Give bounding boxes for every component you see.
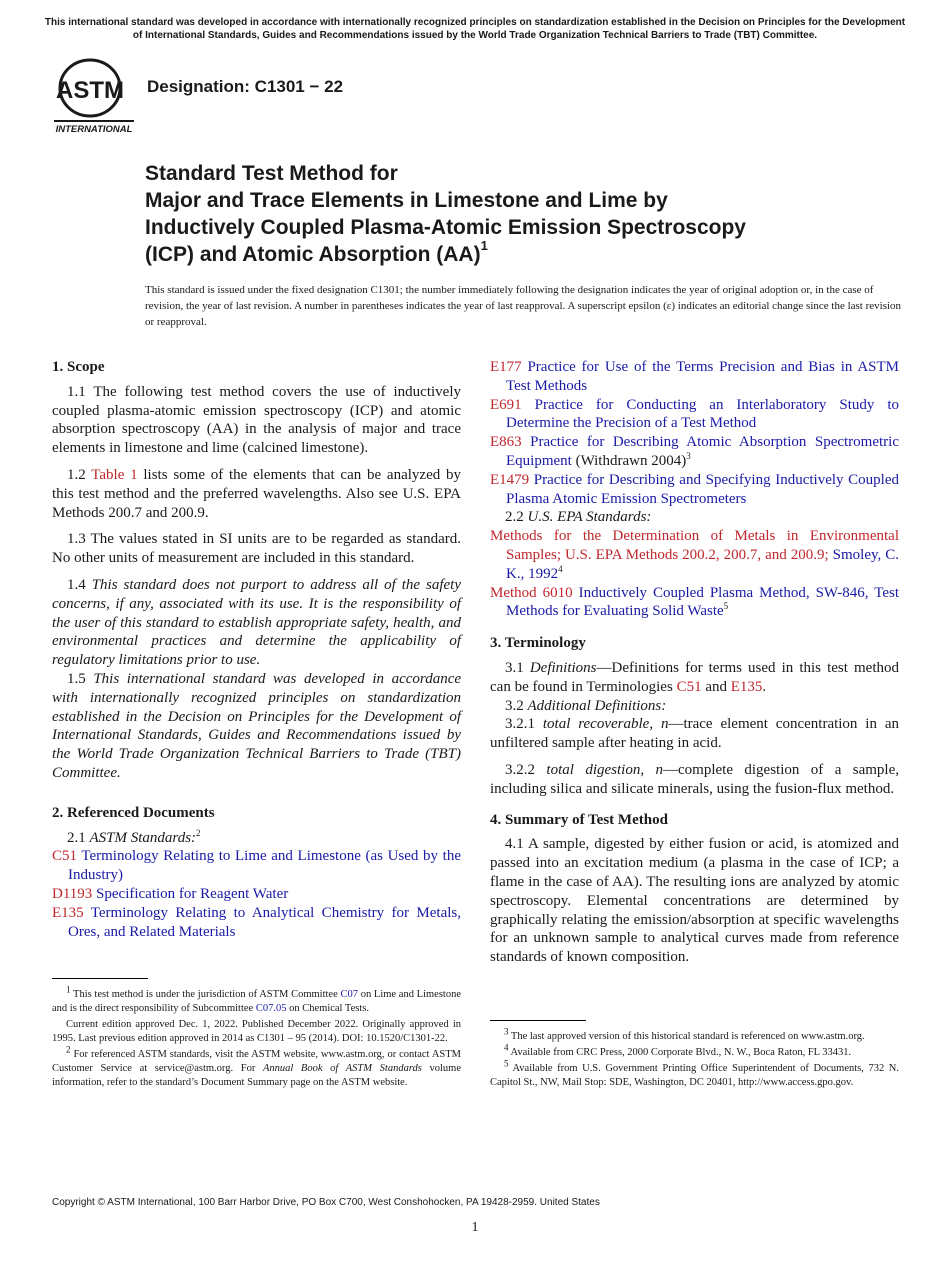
ref-d1193 (52, 885, 461, 904)
ref-e177-title[interactable]: Practice for Use of the Terms Precision and Bias in ASTM Test Methods (506, 359, 899, 394)
summary-heading: 4. Summary of Test Method (490, 811, 668, 828)
ref-epa-methods-publisher[interactable]: Smoley, C. K., 1992 (506, 546, 899, 582)
ref-c51 (52, 847, 461, 885)
scope-1-5-text: This international standard was developed in accordance with internationally recognized principles on standardization established in the Decision on Principles for the Development of International Standards, Guides and Recommendations issued by the World Trade Organization Technical Barriers to Trade (TBT) Committee. (52, 670, 462, 781)
ref-method-6010-code[interactable]: Method 6010 (490, 584, 573, 601)
terminology-e135-link[interactable]: E135 (730, 678, 763, 695)
footnote-5 (490, 1058, 899, 1090)
terminology-and: and (701, 678, 731, 695)
footnote-1-text-c: on Chemical Tests. (286, 1003, 369, 1014)
ref-e1479-title[interactable]: Practice for Describing and Specifying Inductively Coupled Plasma Atomic Emission Spectrometers (506, 471, 899, 507)
ref-method-6010-title[interactable]: Inductively Coupled Plasma Method, SW-846, Test Methods for Evaluating Solid Waste (506, 584, 899, 620)
ref-e691 (490, 396, 899, 434)
refs-heading: 2. Referenced Documents (52, 804, 215, 821)
footnote-1-edition: Current edition approved Dec. 1, 2022. Published December 2022. Originally approved in 1995. Last previous edition approved in 2014 as C1301 – 95 (2014). DOI: 10.1520/C1301-22. (52, 1019, 461, 1044)
footnotes-left (52, 984, 461, 1092)
ref-e135 (52, 904, 461, 942)
terminology-3-2-1-term: total recoverable, n (542, 716, 669, 733)
ref-d1193-code[interactable]: D1193 (52, 885, 93, 902)
terminology-3-2-1 (490, 715, 899, 753)
terminology-3-2-num: 3.2 (505, 697, 528, 714)
scope-1-4 (52, 576, 461, 670)
ref-e863-withdrawn: (Withdrawn 2004) (571, 452, 687, 469)
footnote-1-text-b: on Lime and Limestone and is the direct responsibility of Subcommittee (52, 989, 461, 1014)
scope-1-5 (52, 670, 461, 783)
terminology-c51-link[interactable]: C51 (676, 678, 702, 695)
refs-2-2-num: 2.2 (505, 509, 528, 526)
ref-e863-code[interactable]: E863 (490, 434, 522, 451)
terminology-3-2-text: Additional Definitions: (527, 697, 667, 714)
title-line-2: Major and Trace Elements in Limestone and Lime by (145, 189, 668, 212)
page-number: 1 (471, 1220, 479, 1235)
scope-1-2 (52, 466, 461, 522)
ref-e177 (490, 358, 899, 396)
title-footnote-ref[interactable]: 1 (480, 238, 488, 253)
designation: Designation: C1301 − 22 (147, 77, 344, 96)
ref-e135-code[interactable]: E135 (52, 904, 84, 921)
footnote-3-text: The last approved version of this historical standard is referenced on www.astm.org. (508, 1031, 865, 1042)
refs-2-1-num: 2.1 (67, 829, 90, 846)
footnote-5-ref[interactable]: 5 (723, 601, 729, 612)
wto-notice: This international standard was developed in accordance with internationally recognized principles on standardization established in the Decision on Principles for the Development of International Standards, Guides and Recommendations issued by the World Trade Organization Technical Barriers to Trade (TBT) Committee. (44, 17, 906, 41)
scope-1-1: 1.1 The following test method covers the use of inductively coupled plasma-atomic emission spectroscopy (ICP) and atomic absorption spectroscopy (AA) in the analysis of major and trace elements in limestone and lime (calcined limestone). (52, 383, 461, 457)
ref-e863 (490, 433, 899, 471)
spacer (52, 791, 461, 804)
ref-c51-title[interactable]: Terminology Relating to Lime and Limestone (as Used by the Industry) (68, 848, 461, 884)
terminology-3-2-2-text: —complete digestion of a sample, including silica and silicate minerals, using the fusion-flux method. (490, 761, 900, 797)
scope-1-5-num: 1.5 (67, 670, 94, 687)
footnote-4-ref[interactable]: 4 (558, 563, 563, 574)
footnote-5-mark: 5 (504, 1058, 509, 1069)
ref-e863-title[interactable]: Practice for Describing Atomic Absorption Spectrometric Equipment (506, 434, 899, 469)
terminology-3-1-end: . (762, 678, 767, 695)
terminology-3-2-1-num: 3.2.1 (505, 716, 543, 733)
logo-international: INTERNATIONAL (55, 124, 133, 135)
footnote-2-ref[interactable]: 2 (196, 827, 201, 838)
terminology-3-1-term: Definitions (529, 659, 597, 676)
refs-2-2-text: U.S. EPA Standards: (527, 509, 652, 526)
scope-1-4-num: 1.4 (67, 576, 92, 593)
scope-1-4-text: This standard does not purport to address all of the safety concerns, if any, associated with its use. It is the responsibility of the user of this standard to establish appropriate safety, health, and environmental practices and determine the applicability of regulatory limitations prior to use. (52, 576, 462, 669)
ref-e1479 (490, 471, 899, 509)
refs-2-1-text: ASTM Standards: (89, 829, 197, 846)
committee-c07-link[interactable]: C07 (340, 989, 358, 1000)
footnote-3-ref[interactable]: 3 (686, 450, 691, 461)
footnote-3 (490, 1026, 899, 1044)
terminology-3-2-2-num: 3.2.2 (505, 761, 547, 778)
footnote-2-italic: Annual Book of ASTM Standards (262, 1063, 422, 1074)
terminology-3-2-2 (490, 761, 899, 799)
ref-d1193-title[interactable]: Specification for Reagent Water (92, 885, 289, 902)
ref-method-6010 (490, 584, 899, 622)
ref-e691-code[interactable]: E691 (490, 396, 522, 413)
terminology-heading: 3. Terminology (490, 635, 586, 652)
title-line-4 (145, 238, 865, 268)
scope-1-2-num: 1.2 (67, 466, 92, 483)
ref-epa-methods-title[interactable]: Methods for the Determination of Metals in Environmental Samples; U.S. EPA Methods 200.2, 200.7, and 200.9; (490, 528, 899, 563)
subcommittee-c0705-link[interactable]: C07.05 (255, 1003, 287, 1014)
copyright: Copyright © ASTM International, 100 Barr Harbor Drive, PO Box C700, West Conshohocken, PA 19428-2959. United States (52, 1197, 600, 1208)
footnotes-right (490, 1026, 899, 1092)
footnote-1-mark: 1 (66, 984, 71, 995)
ref-c51-code[interactable]: C51 (52, 848, 78, 865)
terminology-3-1-num: 3.1 (505, 659, 530, 676)
table-1-link[interactable]: Table 1 (91, 466, 138, 483)
terminology-3-1-text: —Definitions for terms used in this test method can be found in Terminologies (490, 659, 899, 695)
ref-e135-title[interactable]: Terminology Relating to Analytical Chemistry for Metals, Ores, and Related Materials (68, 904, 461, 940)
right-column (490, 358, 899, 975)
terminology-3-2-2-term: total digestion, n (546, 761, 663, 778)
footnote-2 (52, 1044, 461, 1090)
ref-e1479-code[interactable]: E1479 (490, 471, 530, 488)
footnote-rule-left (52, 978, 148, 979)
issued-statement: This standard is issued under the fixed designation C1301; the number immediately following the designation indicates the year of original adoption or, in the case of revision, the year of last revision. A number in parentheses indicates the year of last reapproval. A superscript epsilon (ε) indicates an editorial change since the last revision or reapproval. (145, 284, 902, 328)
footnote-4-mark: 4 (504, 1042, 509, 1053)
footnote-rule-right (490, 1020, 586, 1021)
footnote-4-text: Available from CRC Press, 2000 Corporate Blvd., N. W., Boca Raton, FL 33431. (508, 1047, 852, 1058)
refs-2-1 (52, 829, 461, 848)
scope-heading: 1. Scope (52, 359, 105, 375)
title-line-3: Inductively Coupled Plasma-Atomic Emission Spectroscopy (145, 216, 746, 239)
footnote-2-text-a: For referenced ASTM standards, visit the ASTM website, www.astm.org, or contact ASTM Customer Service at service@astm.org. For (52, 1049, 461, 1074)
terminology-3-2-1-text: —trace element concentration in an unfiltered sample after heating in acid. (490, 716, 900, 752)
scope-1-3: 1.3 The values stated in SI units are to be regarded as standard. No other units of measurement are included in this standard. (52, 531, 461, 567)
terminology-3-2 (490, 697, 899, 716)
terminology-3-1 (490, 659, 899, 697)
spacer (490, 621, 899, 634)
scope-1-2-text: lists some of the elements that can be analyzed by this test method and the preferred wavelengths. Also see U.S. EPA Methods 200.7 and 200.9. (52, 466, 461, 521)
astm-logo (52, 56, 136, 136)
footnote-2-mark: 2 (66, 1044, 71, 1055)
logo-letters: ASTM (56, 77, 124, 104)
title-line-4-text: (ICP) and Atomic Absorption (AA) (145, 243, 481, 266)
ref-epa-methods (490, 527, 899, 583)
left-column (52, 358, 461, 941)
footnote-4 (490, 1042, 899, 1060)
footnote-1-text-a: This test method is under the jurisdiction of ASTM Committee (70, 989, 341, 1000)
document-title (145, 160, 865, 268)
footnote-5-text: Available from U.S. Government Printing Office Superintendent of Documents, 732 N. Capitol St., NW, Mail Stop: SDE, Washington, DC 20401, http://www.access.gpo.gov. (490, 1063, 899, 1088)
refs-2-2 (490, 508, 899, 527)
ref-e177-code[interactable]: E177 (490, 359, 522, 375)
ref-e691-title[interactable]: Practice for Conducting an Interlaboratory Study to Determine the Precision of a Test Method (506, 396, 899, 432)
summary-4-1: 4.1 A sample, digested by either fusion or acid, is atomized and passed into an excitation medium (a plasma in the case of ICP; a flame in the case of AA). The resulting ions are analyzed by atomic spectroscopy. Elemental concentrations are determined by graphically relating the emission/absorption at specific wavelengths for an unknown sample to analytical curves made from reference standards of known composition. (490, 836, 899, 966)
footnote-1 (52, 984, 461, 1016)
footnote-2-text-b: volume information, refer to the standard’s Document Summary page on the ASTM website. (52, 1063, 461, 1088)
footnote-3-mark: 3 (504, 1026, 509, 1037)
title-line-1: Standard Test Method for (145, 162, 398, 185)
